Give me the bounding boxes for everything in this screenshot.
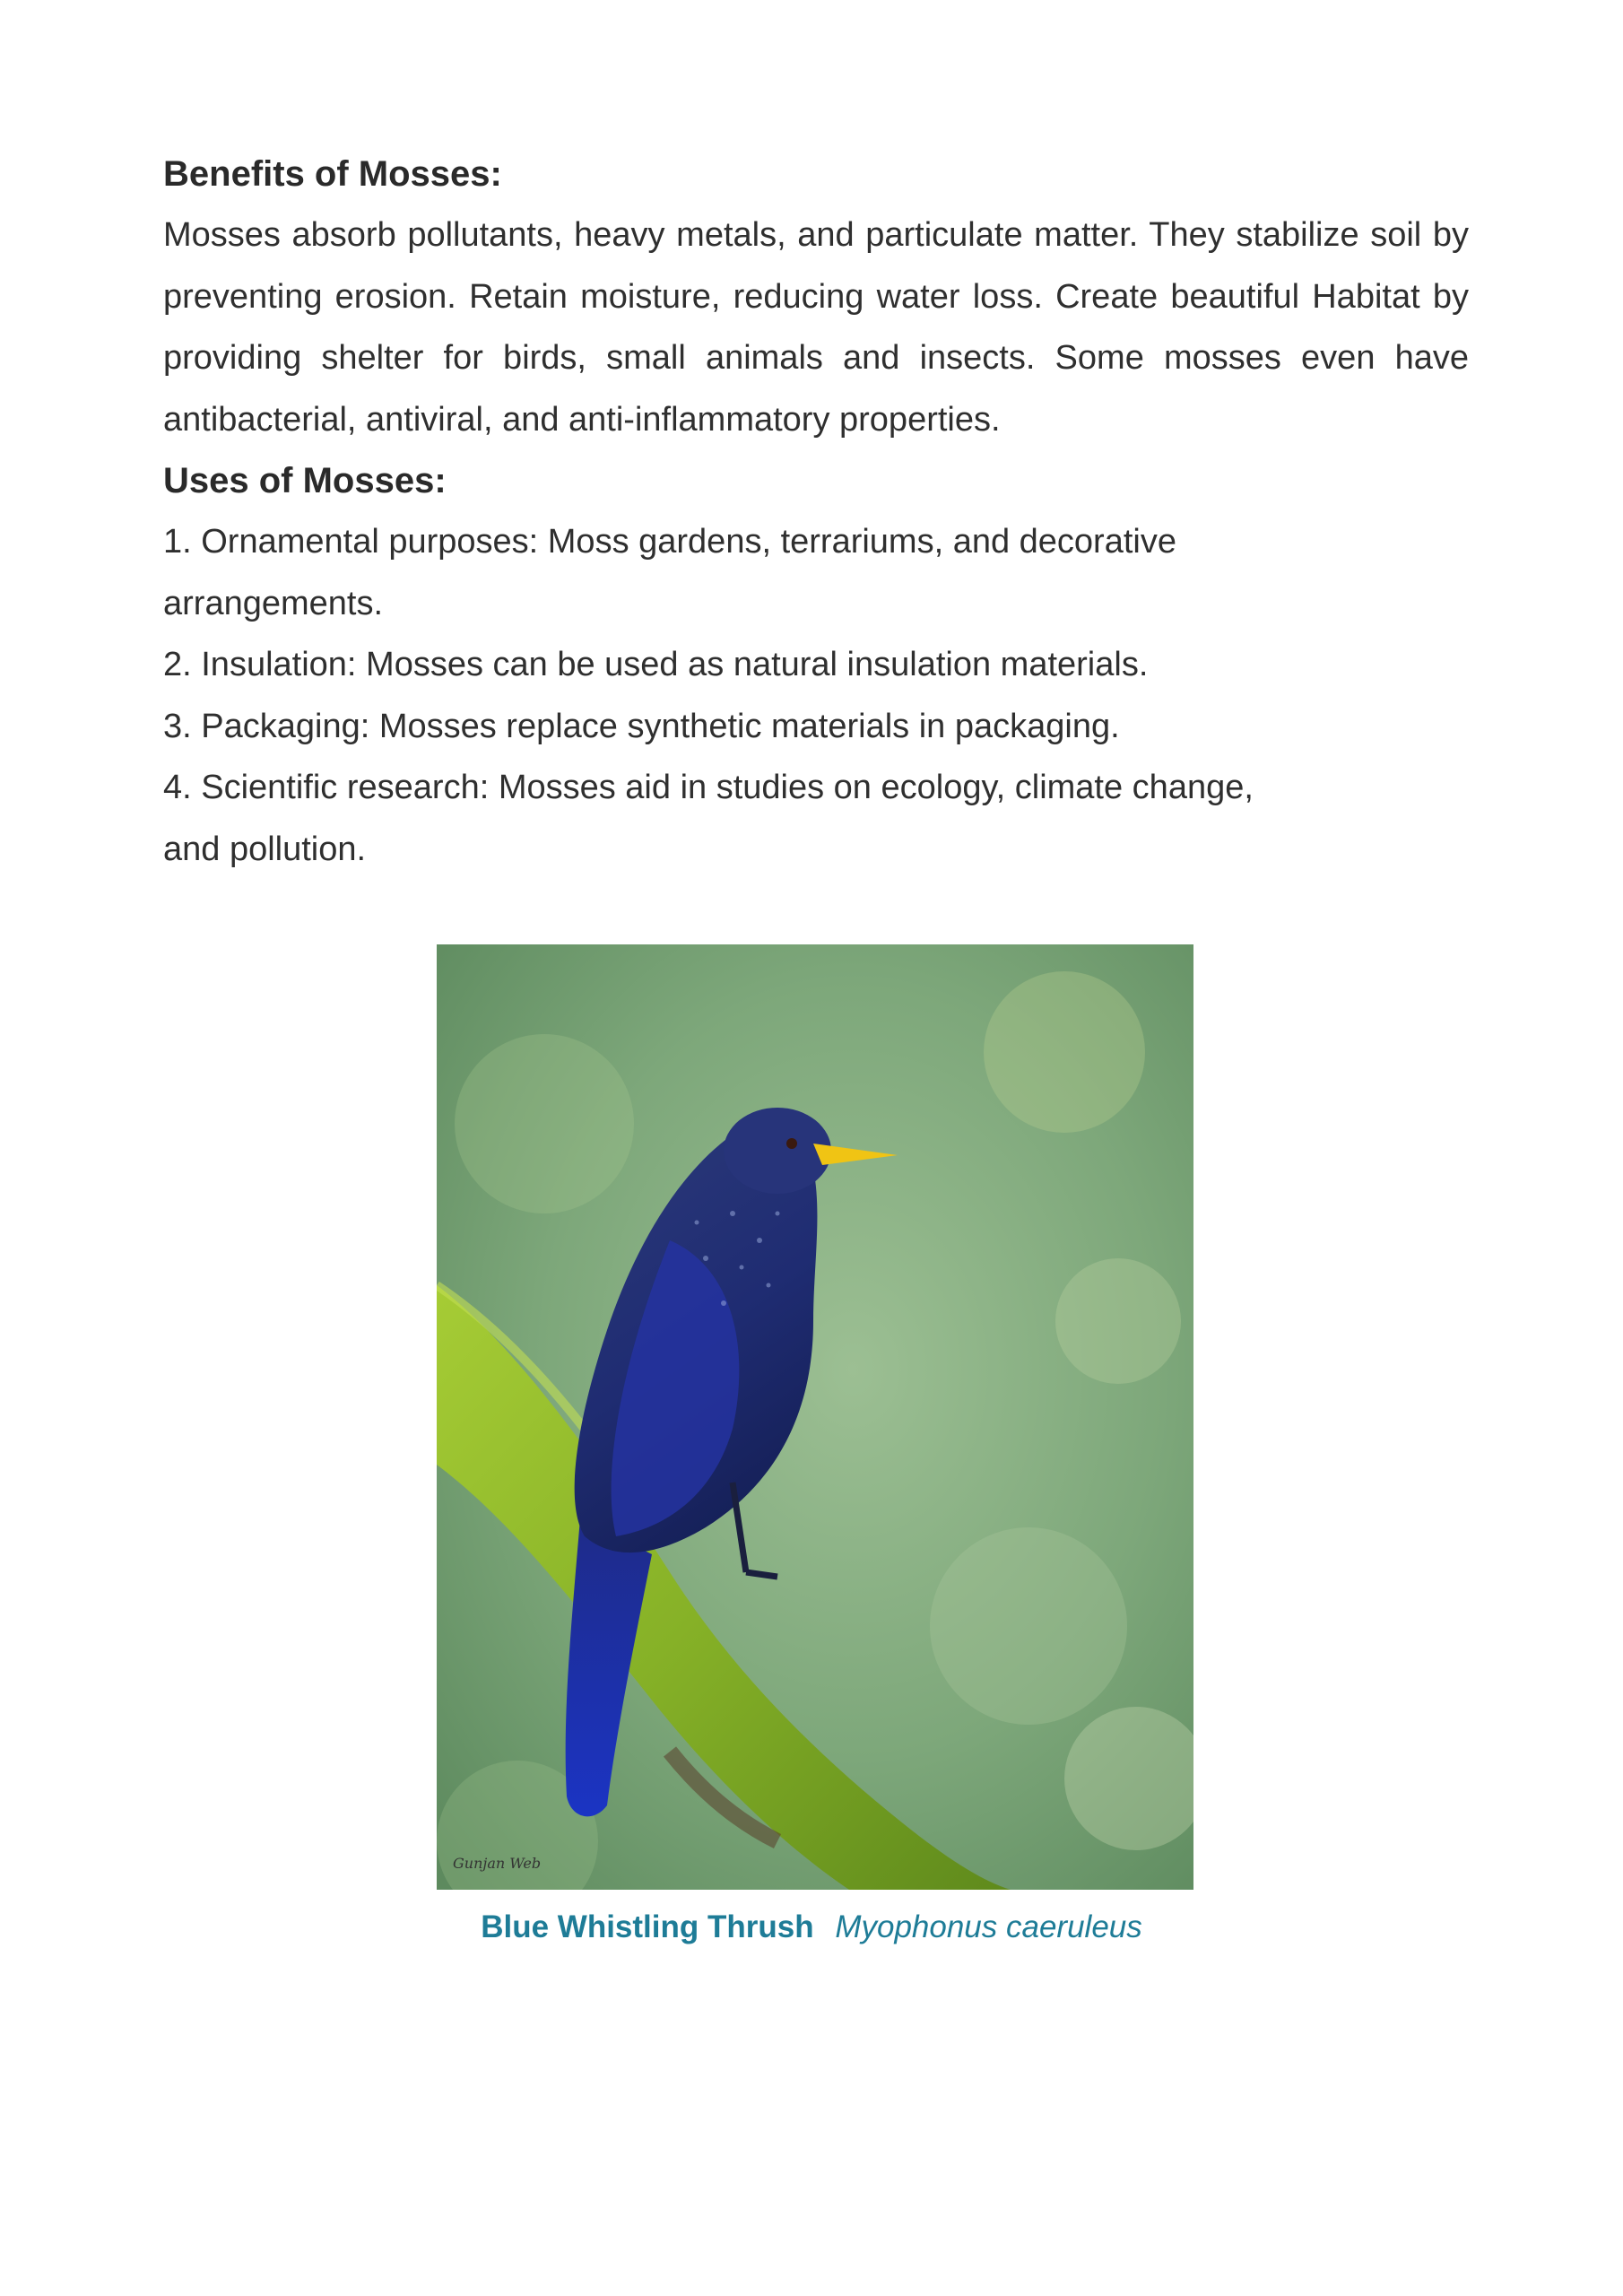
list-item: 2. Insulation: Mosses can be used as natural insulation materials. — [163, 646, 1149, 683]
bird-photo-illustration — [437, 944, 1193, 1890]
photo-caption — [0, 1905, 1623, 1950]
caption-common-name: Blue Whistling Thrush — [481, 1909, 814, 1944]
list-item: 4. Scientific research: Mosses aid in studies on ecology, climate change, and pollution. — [163, 769, 1254, 868]
photo-signature: Gunjan Web — [453, 1855, 542, 1872]
benefits-heading: Benefits of Mosses: — [163, 154, 502, 194]
benefits-paragraph: Mosses absorb pollutants, heavy metals, and particulate matter. They stabilize soil by preventing erosion. Retain moisture, reducing water loss. Create beautiful Habitat by providing shelter for birds, small animals and insects. Some mosses even have antibacterial, antiviral, and anti-inflammatory properties. — [163, 216, 1469, 439]
list-item: 3. Packaging: Mosses replace synthetic materials in packaging. — [163, 707, 1120, 745]
list-item: 1. Ornamental purposes: Moss gardens, terrariums, and decorative arrangements. — [163, 523, 1176, 622]
uses-list — [163, 511, 1469, 880]
uses-heading: Uses of Mosses: — [163, 461, 447, 500]
caption-scientific-name: Myophonus caeruleus — [835, 1909, 1142, 1944]
bird-photo — [437, 944, 1193, 1890]
text-content — [163, 144, 1469, 880]
